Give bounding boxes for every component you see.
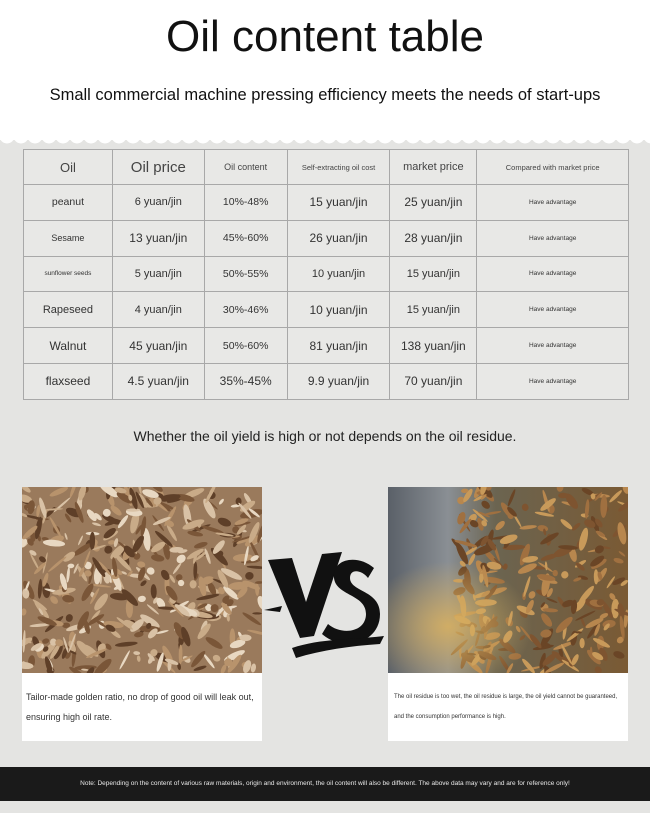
- cell-oil-content: 45%-60%: [204, 220, 287, 256]
- cell-market-price: 28 yuan/jin: [390, 220, 477, 256]
- cell-compared: Have advantage: [477, 220, 629, 256]
- table-row: [24, 292, 629, 328]
- cell-oil-content: 50%-55%: [204, 256, 287, 292]
- cell-oil: sunflower seeds: [24, 256, 113, 292]
- scalloped-edge: [0, 130, 650, 146]
- table-row: [24, 328, 629, 364]
- cell-oil: Rapeseed: [24, 292, 113, 328]
- cell-self-cost: 26 yuan/jin: [287, 220, 390, 256]
- cell-oil-price: 5 yuan/jin: [112, 256, 204, 292]
- good-residue-card: [22, 487, 262, 741]
- page-subtitle: Small commercial machine pressing efficiency meets the needs of start-ups: [49, 86, 601, 104]
- cell-oil-price: 4 yuan/jin: [112, 292, 204, 328]
- cell-oil-content: 10%-48%: [204, 185, 287, 221]
- cell-market-price: 15 yuan/jin: [390, 256, 477, 292]
- table-row: [24, 363, 629, 399]
- cell-market-price: 25 yuan/jin: [390, 185, 477, 221]
- cell-oil: Walnut: [24, 328, 113, 364]
- cell-oil-price: 13 yuan/jin: [112, 220, 204, 256]
- cell-compared: Have advantage: [477, 328, 629, 364]
- cell-compared: Have advantage: [477, 292, 629, 328]
- cell-oil: peanut: [24, 185, 113, 221]
- table-row: [24, 220, 629, 256]
- vs-graphic: [262, 540, 388, 670]
- cell-oil-content: 35%-45%: [204, 363, 287, 399]
- wet-oil-residue-photo: [388, 487, 628, 673]
- cell-self-cost: 81 yuan/jin: [287, 328, 390, 364]
- header-banner: [0, 0, 650, 140]
- page-title: Oil content table: [166, 12, 484, 61]
- cell-self-cost: 9.9 yuan/jin: [287, 363, 390, 399]
- cell-compared: Have advantage: [477, 363, 629, 399]
- cell-market-price: 70 yuan/jin: [390, 363, 477, 399]
- cell-self-cost: 10 yuan/jin: [287, 292, 390, 328]
- column-header-compared: Compared with market price: [477, 150, 629, 185]
- table-row: [24, 185, 629, 221]
- cell-oil: flaxseed: [24, 363, 113, 399]
- bad-residue-caption: The oil residue is too wet, the oil residue is large, the oil yield cannot be guaranteed, and the consumption performance is high.: [394, 694, 618, 720]
- column-header-market-price: market price: [390, 150, 477, 185]
- column-header-oil: Oil: [24, 150, 113, 185]
- table-header-row: [24, 150, 629, 185]
- cell-self-cost: 10 yuan/jin: [287, 256, 390, 292]
- dry-oil-residue-photo: [22, 487, 262, 673]
- bad-residue-card: [388, 487, 628, 741]
- column-header-oil-price: Oil price: [112, 150, 204, 185]
- cell-compared: Have advantage: [477, 185, 629, 221]
- cell-oil-content: 30%-46%: [204, 292, 287, 328]
- oil-yield-heading: Whether the oil yield is high or not depends on the oil residue.: [133, 428, 517, 444]
- cell-market-price: 15 yuan/jin: [390, 292, 477, 328]
- table-row: [24, 256, 629, 292]
- cell-oil: Sesame: [24, 220, 113, 256]
- cell-oil-content: 50%-60%: [204, 328, 287, 364]
- cell-oil-price: 45 yuan/jin: [112, 328, 204, 364]
- cell-self-cost: 15 yuan/jin: [287, 185, 390, 221]
- cell-oil-price: 6 yuan/jin: [112, 185, 204, 221]
- cell-market-price: 138 yuan/jin: [390, 328, 477, 364]
- column-header-oil-content: Oil content: [204, 150, 287, 185]
- column-header-self-extracting-cost: Self-extracting oil cost: [287, 150, 390, 185]
- footer-note: Note: Depending on the content of various raw materials, origin and environment, the oil content will also be different. The above data may vary and are for reference only!: [80, 780, 570, 787]
- good-residue-caption: Tailor-made golden ratio, no drop of good oil will leak out, ensuring high oil rate.: [26, 692, 254, 722]
- cell-oil-price: 4.5 yuan/jin: [112, 363, 204, 399]
- cell-compared: Have advantage: [477, 256, 629, 292]
- oil-content-table: [23, 149, 629, 400]
